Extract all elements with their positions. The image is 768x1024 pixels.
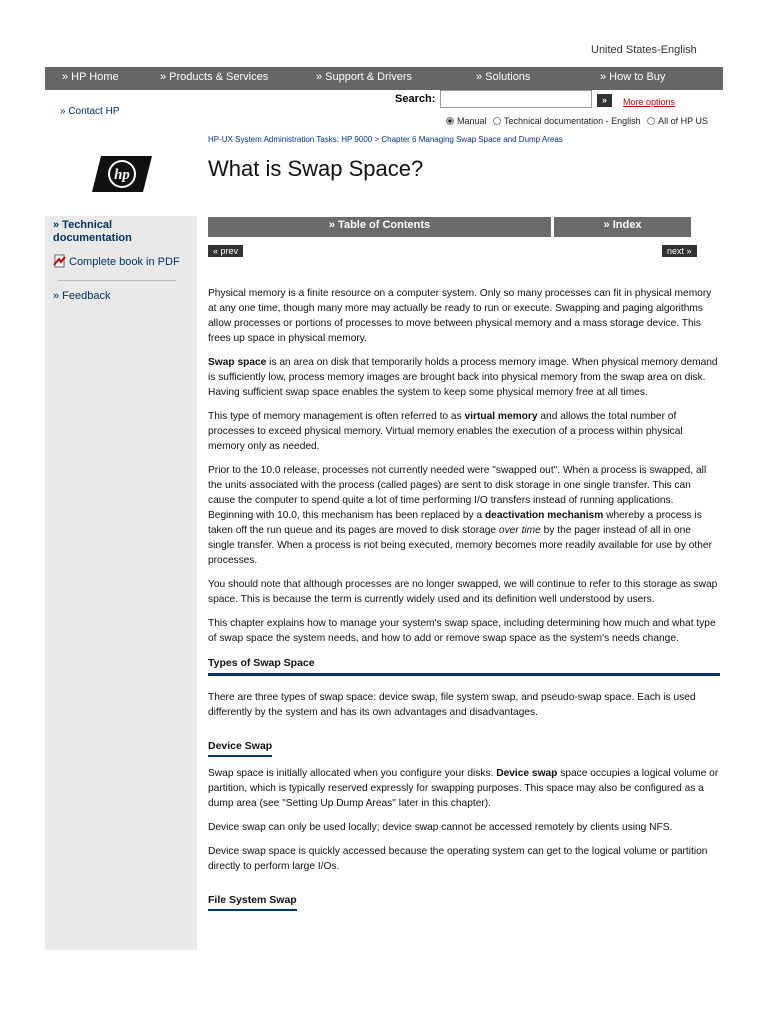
breadcrumb bbox=[208, 135, 563, 144]
index-prefix: » bbox=[603, 219, 613, 231]
locale-link[interactable]: United States-English bbox=[591, 44, 697, 56]
heading-file-system-swap: File System Swap bbox=[208, 893, 297, 911]
scope-techdoc-radio[interactable] bbox=[493, 117, 501, 125]
paragraph-text: by the pager instead of all in one single transfer. When a process is not being executed, memory becomes more readily available for use by other processes. bbox=[208, 525, 712, 566]
svg-text:hp: hp bbox=[114, 167, 130, 183]
sidebar-technical-documentation[interactable]: » Technical documentation bbox=[53, 219, 132, 244]
index-tab bbox=[554, 217, 691, 237]
paragraph: This chapter explains how to manage your system's swap space, including determining how much and what type of swap space the system needs, and how to add or remove swap space as the system's needs change. bbox=[208, 618, 716, 644]
paragraph: There are three types of swap space: device swap, file system swap, and pseudo-swap space. Each is used differently by the system and has its own advantages and disadvantages. bbox=[208, 692, 696, 718]
paragraph bbox=[208, 355, 720, 400]
search-input[interactable] bbox=[440, 90, 592, 108]
sidebar-divider bbox=[58, 280, 176, 281]
table-of-contents-tab bbox=[208, 217, 551, 237]
scope-manual-radio[interactable] bbox=[446, 117, 454, 125]
term-device-swap: Device swap bbox=[496, 768, 558, 779]
sidebar-pdf-label: Complete book in PDF bbox=[69, 256, 180, 268]
paragraph: Device swap space is quickly accessed because the operating system can get to the logical volume or partition directly to perform large I/Os. bbox=[208, 846, 708, 872]
paragraph bbox=[208, 463, 720, 568]
search-go-button[interactable]: » bbox=[597, 94, 612, 107]
paragraph: You should note that although processes are no longer swapped, we will continue to refer to this storage as swap space. This is because the term is currently widely used and its definition well understood by users. bbox=[208, 579, 718, 605]
scope-all-hp-label: All of HP US bbox=[658, 116, 708, 126]
nav-solutions[interactable]: » Solutions bbox=[476, 71, 531, 83]
search-scope-options bbox=[442, 116, 708, 126]
heading-types-of-swap-space: Types of Swap Space bbox=[208, 656, 720, 676]
paragraph: Physical memory is a finite resource on a computer system. Only so many processes can fit in physical memory at any one time, though many more may actually be ready to run or execute. Swapping and paging algorithms allow processes or portions of processes to move between physical memory and a mass storage device. This frees up space in physical memory. bbox=[208, 288, 712, 344]
paragraph-text: is an area on disk that temporarily holds a process memory image. When physical memory demand is sufficiently low, process memory images are brought back into physical memory from the swap area on disk. Having sufficient swap space enables the system to keep some physical memory free at all times. bbox=[208, 357, 718, 398]
toc-prefix: » bbox=[328, 219, 339, 231]
breadcrumb-separator: > bbox=[374, 135, 380, 144]
nav-how-to-buy[interactable]: » How to Buy bbox=[600, 71, 666, 83]
more-options-link[interactable]: More options bbox=[623, 97, 676, 107]
prev-button[interactable]: « prev bbox=[208, 245, 243, 257]
sidebar-pdf-link[interactable] bbox=[53, 254, 180, 271]
paragraph bbox=[208, 409, 720, 454]
emphasis-over-time: over time bbox=[498, 525, 541, 536]
term-deactivation-mechanism: deactivation mechanism bbox=[484, 510, 604, 521]
paragraph bbox=[208, 766, 720, 811]
search-label: Search: bbox=[395, 93, 436, 105]
table-of-contents-link[interactable]: Table of Contents bbox=[338, 219, 431, 231]
nav-support-drivers[interactable]: » Support & Drivers bbox=[316, 71, 412, 83]
sidebar-feedback-link[interactable]: » Feedback bbox=[53, 290, 111, 302]
paragraph-text: Prior to the 10.0 release, processes not currently needed were "swapped out". When a process is swapped, all the units associated with the process (called pages) are sent to disk storage in one single transfer. This can cause the computer to spend quite a lot of time performing I/O transfers instead of running applications. Beginning with 10.0, this mechanism has been replaced by a bbox=[208, 465, 707, 521]
pdf-icon bbox=[53, 254, 67, 271]
sidebar bbox=[45, 216, 197, 950]
paragraph-text: space occupies a logical volume or partition, which is typically reserved expressly for swapping purposes. This space may also be configured as a dump area (see "Setting Up Dump Areas" later in this chapter). bbox=[208, 768, 719, 809]
nav-hp-home[interactable]: » HP Home bbox=[62, 71, 119, 83]
paragraph-text: This type of memory management is often referred to as bbox=[208, 411, 465, 422]
hp-logo[interactable] bbox=[91, 155, 153, 193]
paragraph-text: and allows the total number of processes to exceed physical memory. Virtual memory enables the execution of a process within physical memory only as needed. bbox=[208, 411, 683, 452]
term-virtual-memory: virtual memory bbox=[464, 411, 538, 422]
paragraph: Device swap can only be used locally; device swap cannot be accessed remotely by clients using NFS. bbox=[208, 822, 673, 833]
heading-device-swap: Device Swap bbox=[208, 739, 272, 757]
paragraph-text: whereby a process is taken off the run queue and its pages are moved to disk storage bbox=[208, 510, 702, 536]
contact-hp-link[interactable]: » Contact HP bbox=[60, 106, 120, 117]
paragraph-text: Swap space is initially allocated when you configure your disks. bbox=[208, 768, 497, 779]
nav-products-services[interactable]: » Products & Services bbox=[160, 71, 269, 83]
next-button[interactable]: next » bbox=[662, 245, 697, 257]
main-content bbox=[208, 286, 720, 920]
term-swap-space: Swap space bbox=[208, 357, 267, 368]
index-link[interactable]: Index bbox=[612, 219, 642, 231]
scope-all-hp-radio[interactable] bbox=[647, 117, 655, 125]
top-navigation-bar bbox=[45, 67, 723, 90]
page-title: What is Swap Space? bbox=[208, 156, 424, 181]
breadcrumb-item-book[interactable]: HP-UX System Administration Tasks: HP 9000 bbox=[208, 135, 373, 144]
scope-manual-label: Manual bbox=[457, 116, 487, 126]
scope-techdoc-label: Technical documentation - English bbox=[504, 116, 641, 126]
breadcrumb-item-chapter[interactable]: Chapter 6 Managing Swap Space and Dump Areas bbox=[381, 135, 563, 144]
